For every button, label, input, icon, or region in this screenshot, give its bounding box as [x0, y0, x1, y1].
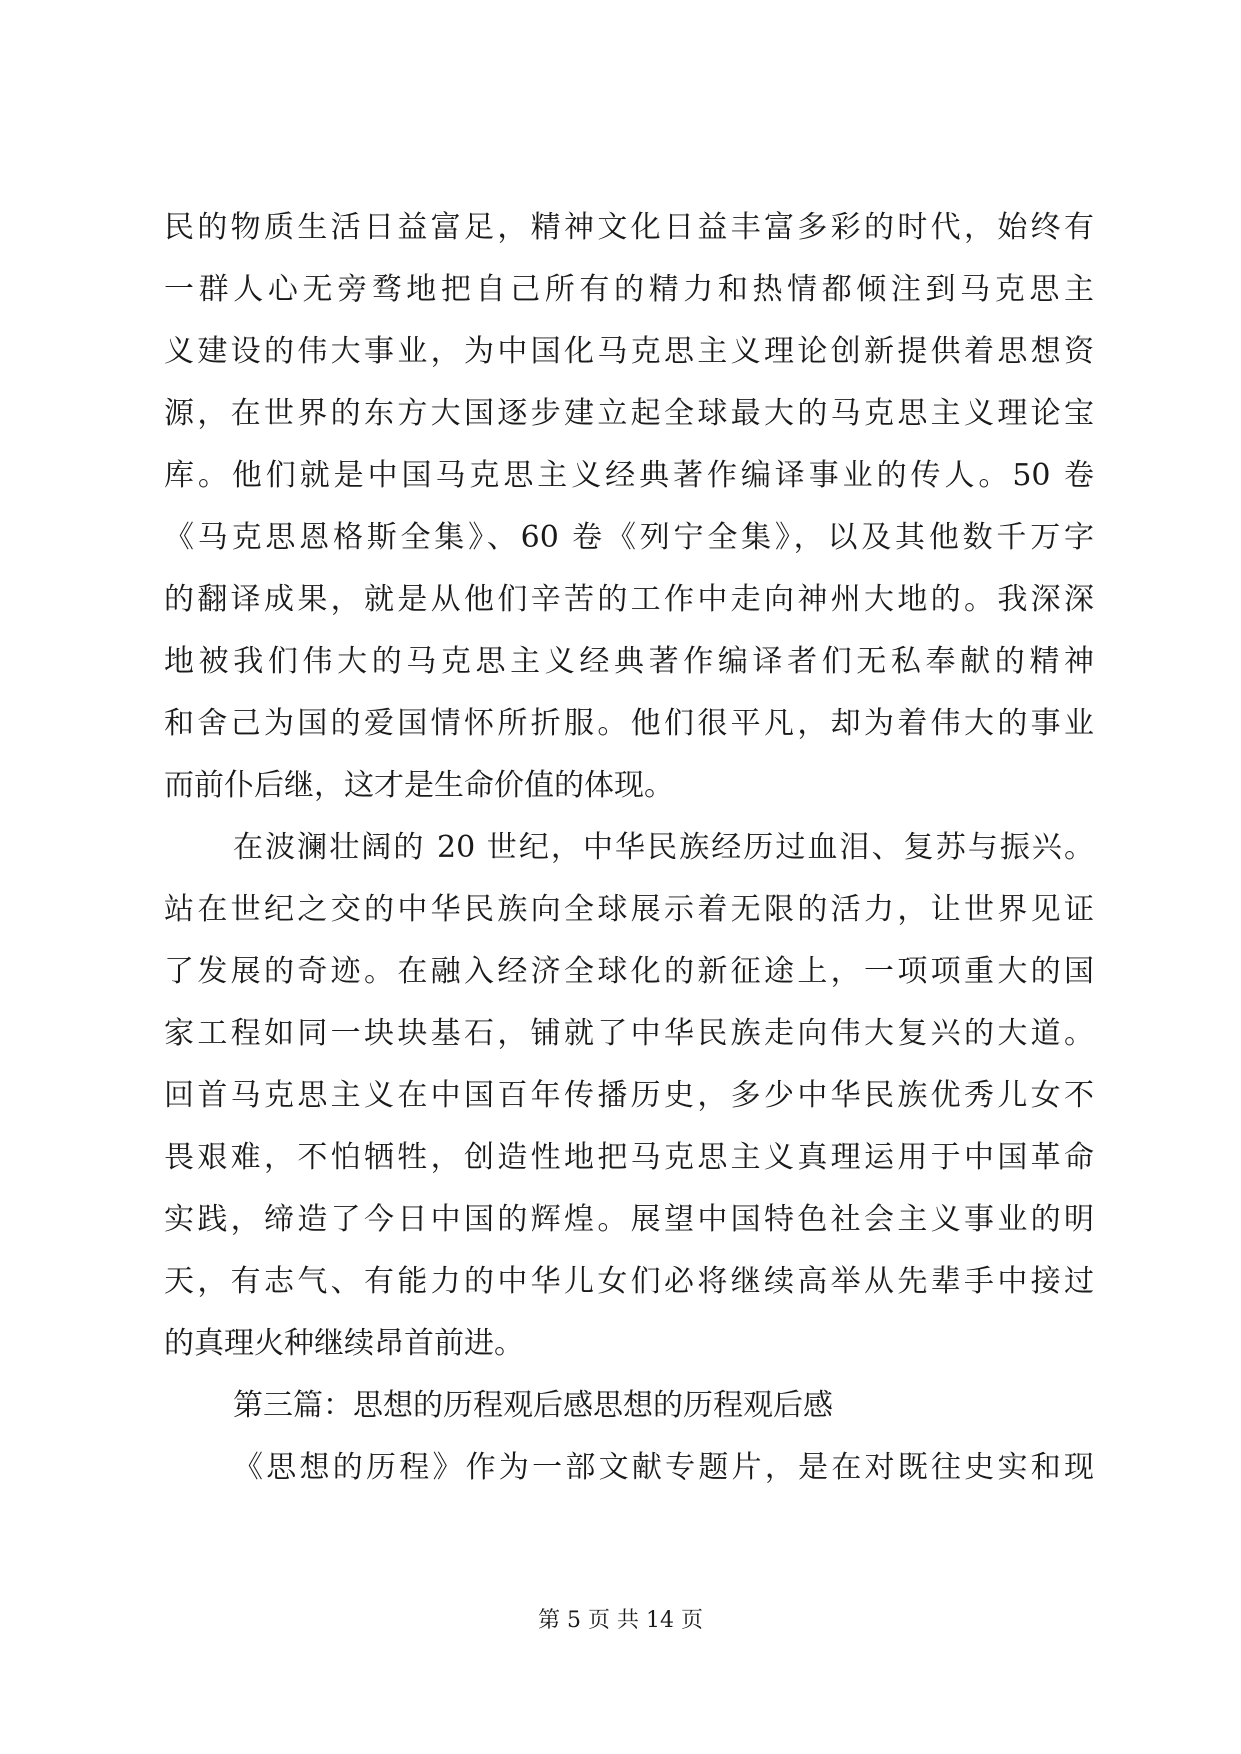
section-heading: 第三篇：思想的历程观后感思想的历程观后感 [233, 1388, 833, 1423]
text-line: 回首马克思主义在中国百年传播历史，多少中华民族优秀儿女不 [164, 1078, 1094, 1113]
text-line: 一群人心无旁骛地把自己所有的精力和热情都倾注到马克思主 [164, 272, 1094, 307]
text-line: 天，有志气、有能力的中华儿女们必将继续高举从先辈手中接过 [164, 1264, 1094, 1299]
text-line: 和舍己为国的爱国情怀所折服。他们很平凡，却为着伟大的事业 [164, 706, 1094, 741]
text-line: 的翻译成果，就是从他们辛苦的工作中走向神州大地的。我深深 [164, 582, 1094, 617]
paragraph-first-line: 在波澜壮阔的 20 世纪，中华民族经历过血泪、复苏与振兴。 [233, 830, 1094, 865]
text-line: 畏艰难，不怕牺牲，创造性地把马克思主义真理运用于中国革命 [164, 1140, 1094, 1175]
text-line: 源，在世界的东方大国逐步建立起全球最大的马克思主义理论宝 [164, 396, 1094, 431]
text-line: 实践，缔造了今日中国的辉煌。展望中国特色社会主义事业的明 [164, 1202, 1094, 1237]
paragraph-first-line: 《思想的历程》作为一部文献专题片，是在对既往史实和现 [233, 1450, 1094, 1485]
text-line: 了发展的奇迹。在融入经济全球化的新征途上，一项项重大的国 [164, 954, 1094, 989]
text-line: 站在世纪之交的中华民族向全球展示着无限的活力，让世界见证 [164, 892, 1094, 927]
text-line: 库。他们就是中国马克思主义经典著作编译事业的传人。50 卷 [164, 458, 1094, 493]
text-line: 而前仆后继，这才是生命价值的体现。 [164, 768, 674, 803]
text-line: 的真理火种继续昂首前进。 [164, 1326, 524, 1361]
text-line: 义建设的伟大事业，为中国化马克思主义理论创新提供着思想资 [164, 334, 1094, 369]
text-line: 《马克思恩格斯全集》、60 卷《列宁全集》，以及其他数千万字 [164, 520, 1094, 555]
text-line: 民的物质生活日益富足，精神文化日益丰富多彩的时代，始终有 [164, 210, 1094, 245]
text-line: 家工程如同一块块基石，铺就了中华民族走向伟大复兴的大道。 [164, 1016, 1094, 1051]
text-line: 地被我们伟大的马克思主义经典著作编译者们无私奉献的精神 [164, 644, 1094, 679]
page-number-footer: 第 5 页 共 14 页 [538, 1608, 703, 1633]
